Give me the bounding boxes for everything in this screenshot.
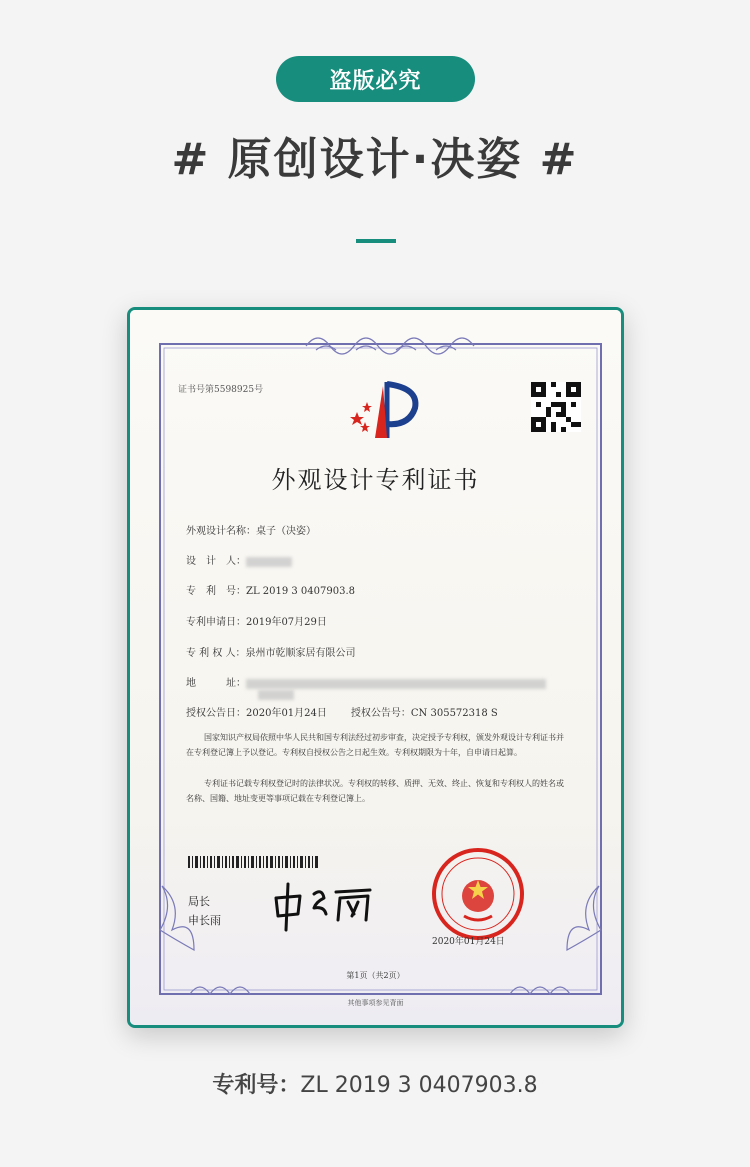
patent-number-value: ZL 2019 3 0407903.8 (246, 586, 356, 597)
director-title: 局长 (188, 895, 210, 908)
caption-value: ZL 2019 3 0407903.8 (300, 1073, 538, 1098)
filing-date-label: 专利申请日： (186, 617, 246, 628)
barcode-icon (188, 856, 318, 868)
address-row (186, 674, 546, 689)
patent-office-emblem-icon (343, 378, 421, 440)
badge-label: 盗版必究 (329, 68, 422, 94)
certificate-frame (127, 307, 624, 1028)
grant-row (186, 704, 498, 719)
patent-number-caption (0, 1068, 750, 1099)
patent-owner-row (186, 644, 356, 659)
certificate-paragraph-1: 国家知识产权局依照中华人民共和国专利法经过初步审查，决定授予专利权，颁发外观设计专利证书并在专利登记簿上予以登记。专利权自授权公告之日起生效。专利权期限为十年，自申请日起算。 (186, 733, 564, 757)
address-redacted-2 (258, 690, 294, 700)
design-name-value: 桌子（决姿） (256, 526, 316, 537)
certificate-footer-note: 其他事项参见背面 (347, 999, 404, 1007)
patent-certificate (130, 310, 621, 1025)
qr-code-icon (531, 382, 581, 432)
design-name-label: 外观设计名称： (186, 526, 256, 537)
anti-piracy-badge (276, 56, 475, 102)
caption-label: 专利号： (212, 1073, 301, 1098)
address-redacted (246, 679, 546, 689)
designer-redacted (246, 557, 292, 567)
seal-date: 2020年01月24日 (432, 937, 505, 947)
design-name-row (186, 522, 316, 537)
page-headline: # 原创设计·决姿 # (171, 134, 579, 185)
patent-number-label: 专 利 号： (186, 586, 246, 597)
patent-owner-label: 专 利 权 人： (186, 648, 246, 659)
patent-number-row (186, 582, 355, 597)
accent-divider (356, 239, 396, 243)
designer-row (186, 552, 292, 567)
certificate-number: 证书号第5598925号 (178, 385, 264, 395)
grant-number-label: 授权公告号： (350, 708, 411, 719)
certificate-title: 外观设计专利证书 (271, 466, 480, 494)
grant-number-value: CN 305572318 S (410, 708, 498, 719)
grant-date-label: 授权公告日： (186, 708, 246, 719)
director-name: 申长雨 (188, 914, 221, 927)
director-signature (270, 880, 380, 932)
filing-date-row (186, 613, 327, 628)
designer-label: 设 计 人： (186, 556, 246, 567)
grant-date-value: 2020年01月24日 (246, 708, 327, 719)
page-number: 第1页（共2页） (346, 971, 405, 980)
certificate-paragraph-2: 专利证书记载专利权登记时的法律状况。专利权的转移、质押、无效、终止、恢复和专利权人的姓名或名称、国籍、地址变更等事项记载在专利登记簿上。 (186, 779, 564, 803)
address-row-2 (258, 689, 294, 700)
address-label: 地 址： (186, 678, 246, 689)
official-seal (430, 846, 526, 942)
filing-date-value: 2019年07月29日 (246, 617, 327, 628)
patent-owner-value: 泉州市乾顺家居有限公司 (245, 648, 356, 659)
